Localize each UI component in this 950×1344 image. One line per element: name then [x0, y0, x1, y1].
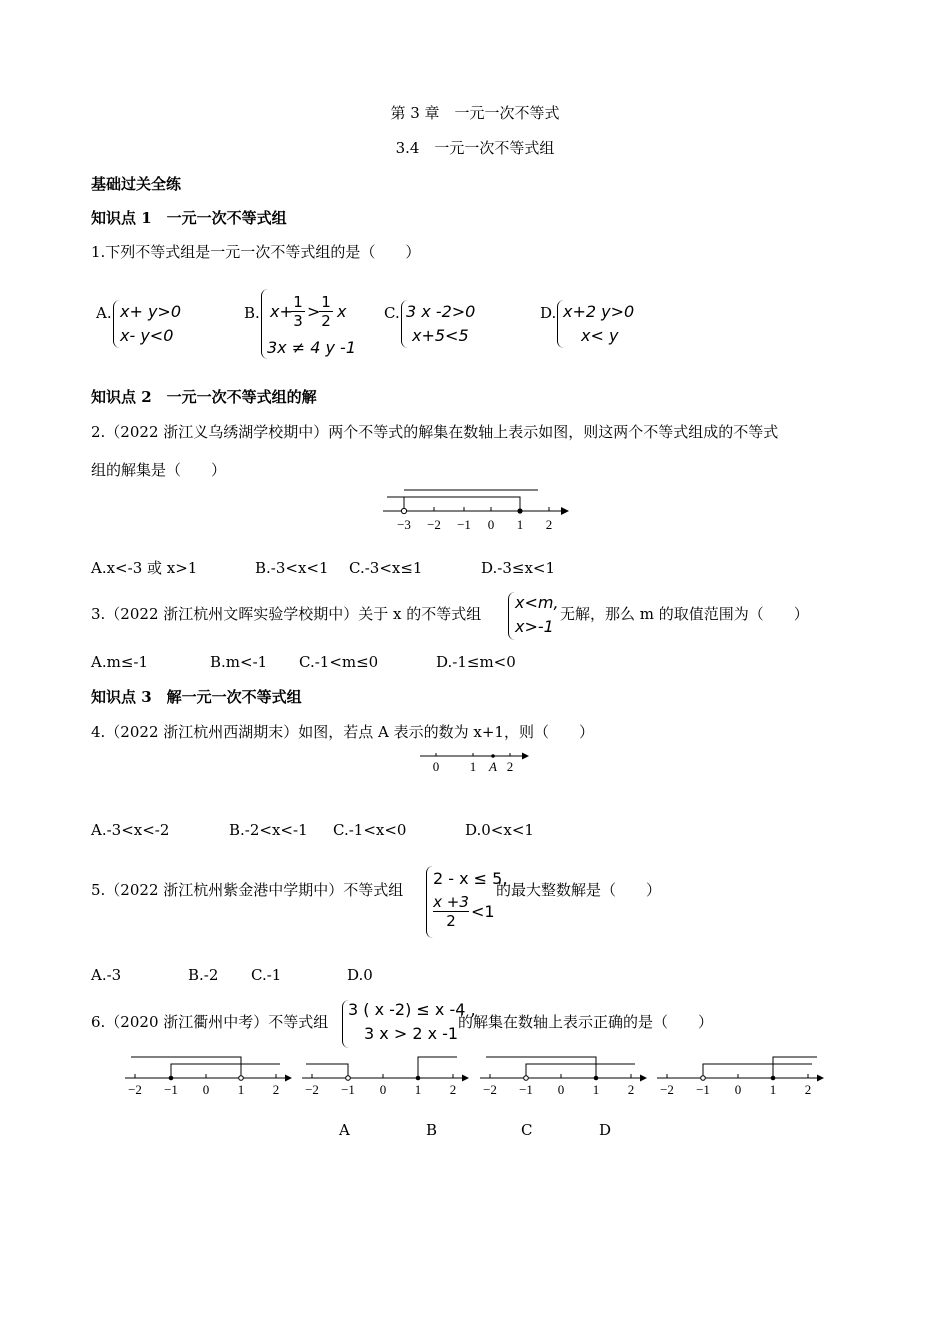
open-point	[346, 1076, 351, 1081]
q1-option-b-pre: x+	[270, 302, 293, 321]
q1-option-d-label: D.	[540, 304, 557, 322]
tick-label: 0	[432, 759, 440, 774]
fraction-numerator: 1	[319, 293, 333, 312]
q5-system-line1: 2 - x ≤ 5,	[433, 869, 508, 888]
point-a-label: A	[489, 759, 497, 774]
number-line-arrow	[462, 1075, 469, 1082]
tick-label: 0	[487, 517, 495, 532]
q5-system-tail: <1	[471, 902, 495, 921]
solution-bracket	[486, 1057, 596, 1078]
solution-bracket-left	[387, 497, 404, 511]
tick-label: 0	[379, 1082, 387, 1097]
q6-stem-post: 的解集在数轴上表示正确的是（ ）	[458, 1013, 714, 1031]
tick-label: 1	[592, 1082, 600, 1097]
chapter-title: 第 3 章 一元一次不等式	[390, 104, 560, 122]
tick-label: 0	[557, 1082, 565, 1097]
tick-label: 2	[545, 517, 553, 532]
number-line-arrow	[817, 1075, 824, 1082]
tick-label: 1	[469, 759, 477, 774]
tick-label: −2	[483, 1082, 497, 1097]
open-point	[401, 508, 406, 513]
solution-bracket	[418, 1057, 457, 1078]
closed-point	[169, 1076, 174, 1081]
tick-label: 2	[804, 1082, 812, 1097]
open-point	[524, 1076, 529, 1081]
q6-label-a: A	[339, 1121, 350, 1139]
q2-number-line	[383, 486, 583, 536]
tick-label: 2	[627, 1082, 635, 1097]
solution-bracket	[703, 1064, 812, 1078]
tick-label: −2	[305, 1082, 319, 1097]
tick-label: 1	[237, 1082, 245, 1097]
number-line-arrow	[561, 507, 569, 515]
q1-option-b-line2: 3x ≠ 4 y -1	[267, 338, 356, 357]
q5-option-d: D.0	[347, 966, 373, 984]
q1-option-b-fraction-1	[291, 293, 305, 330]
q2-option-d: D.-3≤x<1	[481, 559, 556, 577]
tick-label: 1	[516, 517, 524, 532]
q6-number-line-d	[657, 1053, 832, 1098]
tick-label: −1	[164, 1082, 178, 1097]
closed-point	[771, 1076, 776, 1081]
solution-bracket-right	[404, 497, 520, 511]
open-point	[239, 1076, 244, 1081]
q1-option-d-line2: x< y	[581, 326, 619, 345]
tick-label: 2	[506, 759, 514, 774]
q6-stem-pre: 6.（2020 浙江衢州中考）不等式组	[91, 1013, 329, 1031]
q1-option-c-label: C.	[384, 304, 400, 322]
q4-option-d: D.0<x<1	[465, 821, 534, 839]
q6-number-line-c	[480, 1053, 655, 1098]
fraction-denominator: 2	[446, 912, 456, 930]
tick-label: 2	[272, 1082, 280, 1097]
q4-number-line	[420, 748, 540, 778]
tick-label: −3	[397, 517, 411, 532]
q1-option-d-line1: x+2 y>0	[563, 302, 635, 321]
q1-option-b-gt: >	[307, 302, 321, 321]
tick-label: −2	[427, 517, 441, 532]
q5-stem-pre: 5.（2022 浙江杭州紫金港中学期中）不等式组	[91, 881, 404, 899]
q5-option-a: A.-3	[91, 966, 122, 984]
knowledge-point-2: 知识点 2 一元一次不等式组的解	[91, 388, 317, 406]
knowledge-point-1: 知识点 1 一元一次不等式组	[91, 209, 287, 227]
q3-option-b: B.m<-1	[210, 653, 268, 671]
q3-option-d: D.-1≤m<0	[436, 653, 516, 671]
tick-label: 2	[449, 1082, 457, 1097]
q1-option-b-label: B.	[244, 304, 260, 322]
q5-stem-post: 的最大整数解是（ ）	[496, 881, 662, 899]
solution-bracket	[131, 1057, 241, 1078]
q2-stem-line1: 2.（2022 浙江义乌绣湖学校期中）两个不等式的解集在数轴上表示如图，则这两个不等式组成的不等式	[91, 423, 779, 441]
closed-point	[594, 1076, 599, 1081]
q6-number-line-b	[302, 1053, 477, 1098]
section-title: 3.4 一元一次不等式组	[395, 139, 555, 157]
q6-label-b: B	[426, 1121, 438, 1139]
closed-point	[416, 1076, 421, 1081]
q2-stem-line2: 组的解集是（ ）	[91, 461, 227, 479]
tick-label: −1	[519, 1082, 533, 1097]
q3-system-line2: x>-1	[515, 617, 554, 636]
q6-system-line1: 3 ( x -2) ≤ x -4 ,	[348, 1000, 476, 1019]
q1-option-c-line2: x+5<5	[412, 326, 469, 345]
number-line-arrow	[640, 1075, 647, 1082]
tick-label: −1	[457, 517, 471, 532]
tick-label: −2	[660, 1082, 674, 1097]
q5-fraction	[433, 893, 469, 930]
q4-option-c: C.-1<x<0	[333, 821, 407, 839]
fraction-denominator: 2	[321, 312, 331, 330]
q3-stem-post: 无解，那么 m 的取值范围为（ ）	[560, 605, 809, 623]
point-a	[491, 754, 495, 758]
solution-bracket	[773, 1057, 817, 1078]
q3-option-a: A.m≤-1	[91, 653, 149, 671]
q4-option-a: A.-3<x<-2	[91, 821, 170, 839]
q4-stem: 4.（2022 浙江杭州西湖期末）如图，若点 A 表示的数为 x+1，则（ ）	[91, 723, 594, 741]
part-title: 基础过关全练	[91, 175, 182, 193]
q3-system-brace	[508, 592, 515, 640]
closed-point	[517, 508, 522, 513]
open-point	[701, 1076, 706, 1081]
q1-option-a-brace	[113, 300, 120, 348]
tick-label: 0	[202, 1082, 210, 1097]
q1-stem: 1.下列不等式组是一元一次不等式组的是（ ）	[91, 243, 421, 261]
knowledge-point-3: 知识点 3 解一元一次不等式组	[91, 688, 302, 706]
q3-stem-pre: 3.（2022 浙江杭州文晖实验学校期中）关于 x 的不等式组	[91, 605, 482, 623]
q1-option-a-line2: x- y<0	[120, 326, 174, 345]
q1-option-c-line1: 3 x -2>0	[406, 302, 476, 321]
tick-label: −1	[696, 1082, 710, 1097]
tick-label: 1	[414, 1082, 422, 1097]
tick-label: −1	[341, 1082, 355, 1097]
q1-option-b-fraction-2	[319, 293, 333, 330]
fraction-numerator: 1	[291, 293, 305, 312]
q1-option-a-line1: x+ y>0	[120, 302, 182, 321]
tick-label: 0	[734, 1082, 742, 1097]
solution-bracket	[526, 1064, 635, 1078]
number-line-arrow	[285, 1075, 292, 1082]
q4-option-b: B.-2<x<-1	[229, 821, 308, 839]
q6-label-c: C	[521, 1121, 533, 1139]
tick-label: −2	[128, 1082, 142, 1097]
q6-number-line-a	[125, 1053, 300, 1098]
number-line-arrow	[522, 753, 529, 760]
q2-option-b: B.-3<x<1	[255, 559, 329, 577]
q6-label-d: D	[599, 1121, 612, 1139]
q5-option-b: B.-2	[188, 966, 219, 984]
q5-option-c: C.-1	[251, 966, 282, 984]
q2-option-a: A.x<-3 或 x>1	[91, 559, 198, 577]
q1-option-a-label: A.	[96, 304, 112, 322]
q3-option-c: C.-1<m≤0	[299, 653, 379, 671]
q1-option-b-post: x	[337, 302, 347, 321]
tick-label: 1	[769, 1082, 777, 1097]
q3-system-line1: x<m,	[515, 593, 559, 612]
q6-system-line2: 3 x > 2 x -1	[364, 1024, 459, 1043]
fraction-numerator: x +3	[433, 893, 469, 911]
q5-system-brace	[426, 866, 433, 938]
solution-bracket	[171, 1064, 280, 1078]
q2-option-c: C.-3<x≤1	[349, 559, 423, 577]
fraction-denominator: 3	[293, 312, 303, 330]
